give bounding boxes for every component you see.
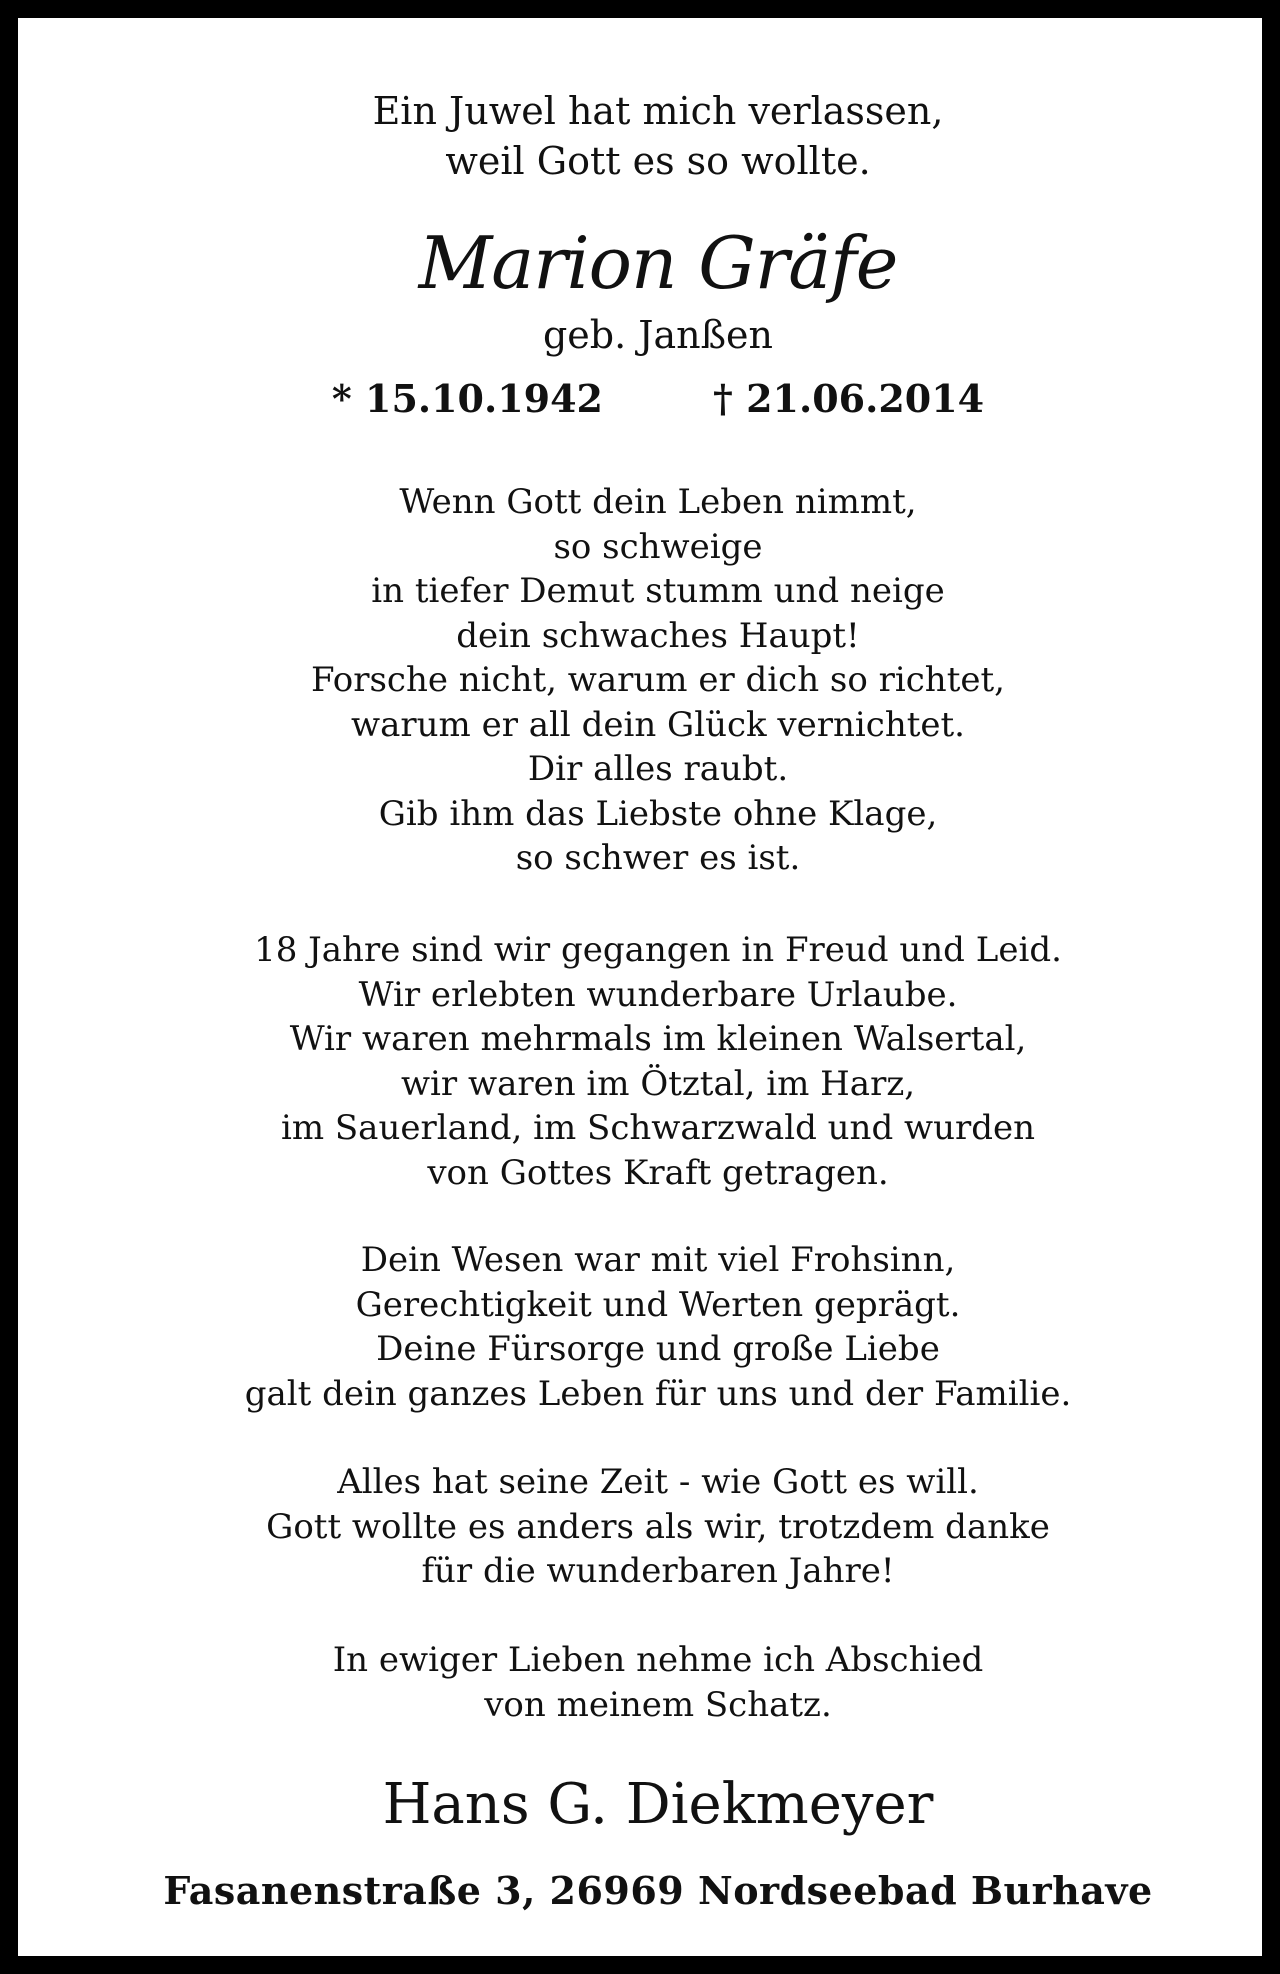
character-line: Dein Wesen war mit viel Frohsinn, [360,1240,956,1280]
gratitude-line: Alles hat seine Zeit - wie Gott es will. [337,1462,979,1502]
farewell-line: In ewiger Lieben nehme ich Abschied [332,1640,984,1680]
memories-line: 18 Jahre sind wir gegangen in Freud und Leid. [254,930,1062,970]
poem-line: warum er all dein Glück vernichtet. [351,704,965,745]
memories-line: von Gottes Kraft getragen. [427,1152,889,1193]
memories-line: im Sauerland, im Schwarzwald und wurden [280,1108,1036,1148]
poem-line: Gib ihm das Liebste ohne Klage, [378,793,938,834]
gratitude-line: Gott wollte es anders als wir, trotzdem danke [266,1506,1050,1547]
memories-paragraph [18,928,1280,1195]
character-paragraph [18,1238,1280,1416]
poem-line: Dir alles raubt. [527,749,789,789]
poem-line: dein schwaches Haupt! [456,615,860,656]
maiden-name: geb. Janßen [542,313,773,357]
gratitude-line: für die wunderbaren Jahre! [421,1551,895,1591]
farewell-line: von meinem Schatz. [484,1684,832,1725]
memories-line: wir waren im Ötztal, im Harz, [400,1063,916,1104]
life-dates [18,374,1280,424]
deceased-name: Marion Gräfe [418,221,898,305]
signer-address: Fasanenstraße 3, 26969 Nordseebad Burhave [163,1868,1153,1913]
death-date: † 21.06.2014 [713,376,985,421]
character-line: galt dein ganzes Leben für uns und der Familie. [244,1373,1072,1414]
character-line: Gerechtigkeit und Werten geprägt. [355,1284,961,1325]
poem-line: Forsche nicht, warum er dich so richtet, [311,660,1005,700]
poem-line: in tiefer Demut stumm und neige [371,571,945,611]
character-line: Deine Fürsorge und große Liebe [376,1329,940,1369]
memories-line: Wir erlebten wunderbare Urlaube. [358,974,958,1015]
poem-line: so schwer es ist. [515,838,801,878]
poem-paragraph [18,480,1280,881]
motto-line: Ein Juwel hat mich verlassen, [372,89,944,133]
birth-date: * 15.10.1942 [331,376,603,421]
memories-line: Wir waren mehrmals im kleinen Walsertal, [289,1019,1027,1059]
gratitude-paragraph [18,1460,1280,1594]
poem-line: so schweige [553,526,763,567]
poem-line: Wenn Gott dein Leben nimmt, [399,482,917,522]
signer-name: Hans G. Diekmeyer [382,1772,934,1837]
motto [18,86,1280,186]
farewell-paragraph [18,1638,1280,1727]
motto-line: weil Gott es so wollte. [445,139,871,183]
